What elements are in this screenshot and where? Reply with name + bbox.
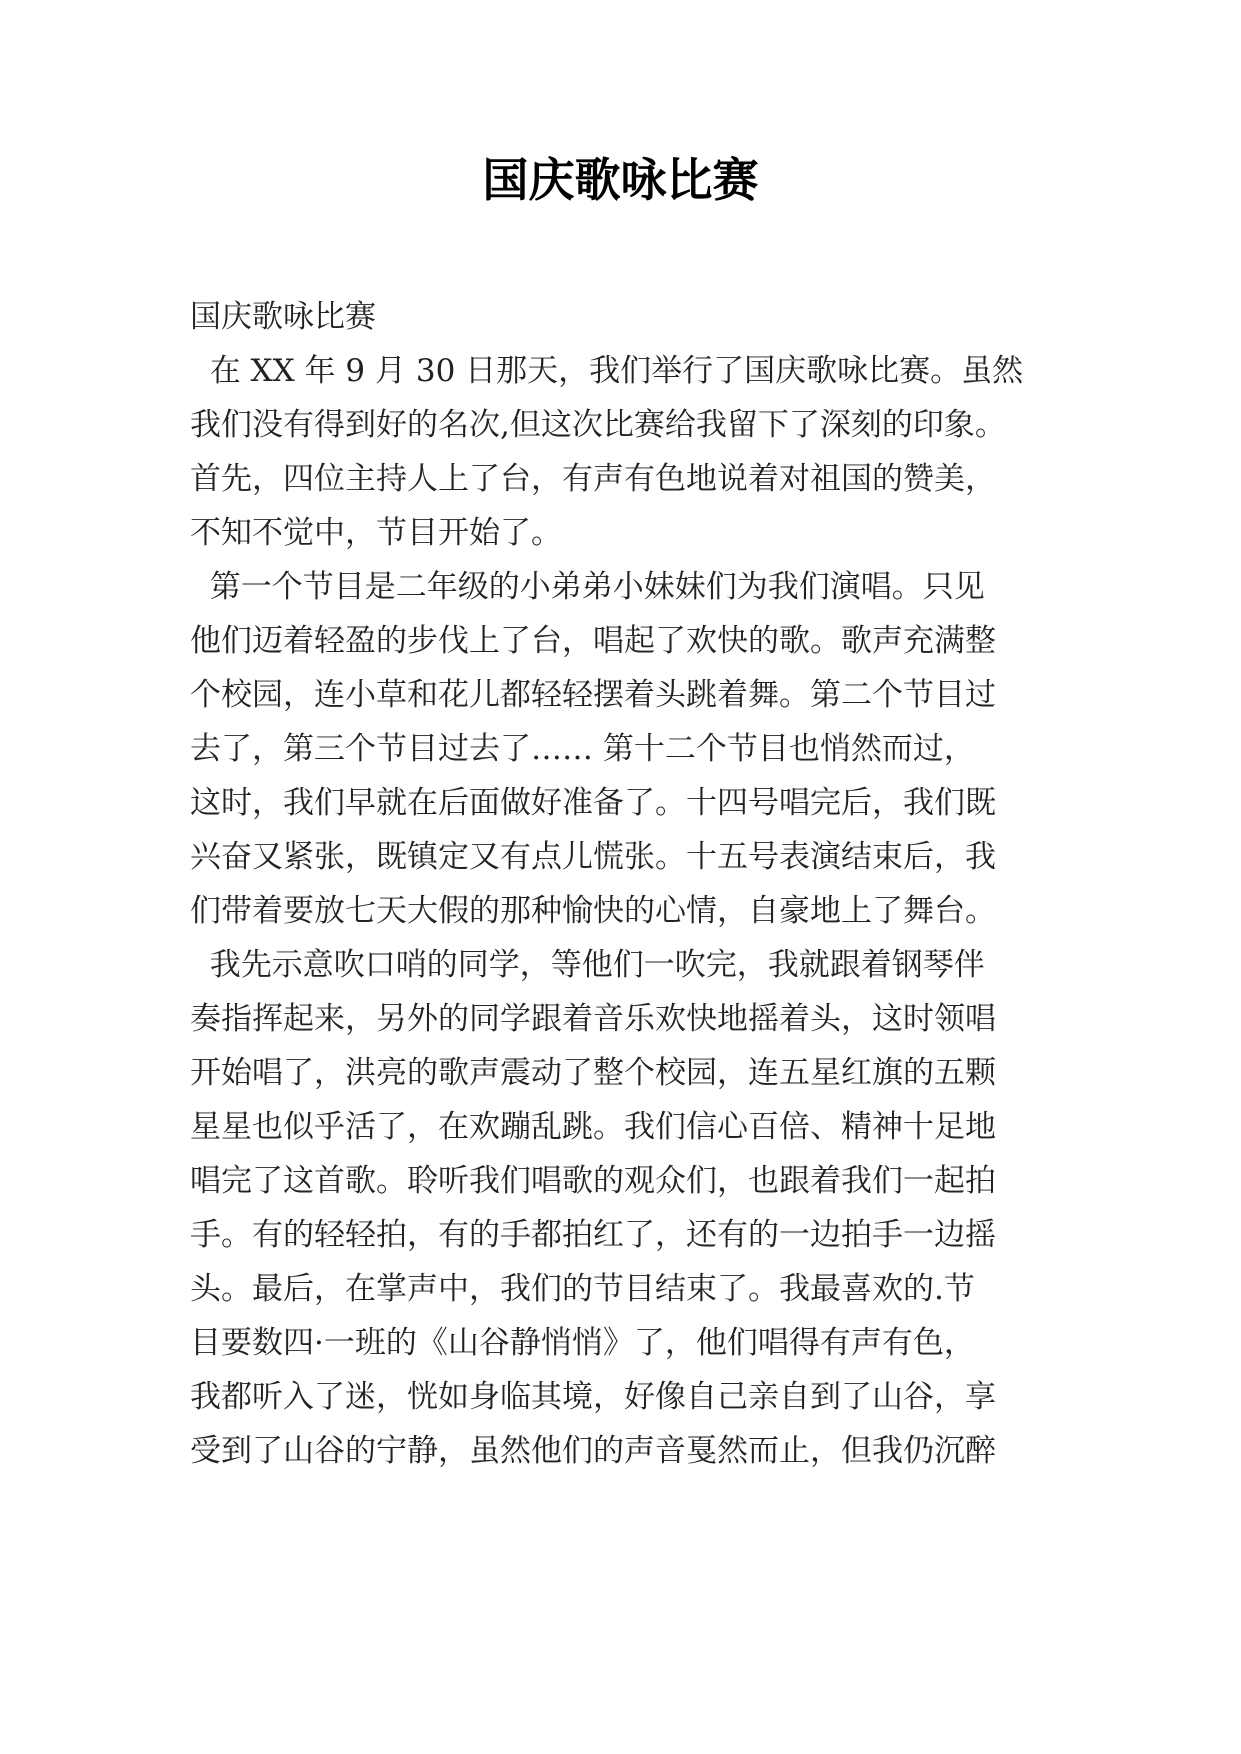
body-line: 开始唱了，洪亮的歌声震动了整个校园，连五星红旗的五颗	[190, 1055, 996, 1091]
body-line: 去了，第三个节目过去了…… 第十二个节目也悄然而过，	[190, 731, 975, 767]
body-line: 目要数四·一班的《山谷静悄悄》了，他们唱得有声有色，	[190, 1325, 975, 1361]
body-line: 第一个节目是二年级的小弟弟小妹妹们为我们演唱。只见	[190, 569, 985, 605]
body-line: 手。有的轻轻拍，有的手都拍红了，还有的一边拍手一边摇	[190, 1217, 996, 1253]
body-line: 星星也似乎活了，在欢蹦乱跳。我们信心百倍、精神十足地	[190, 1109, 996, 1145]
body-line: 个校园，连小草和花儿都轻轻摆着头跳着舞。第二个节目过	[190, 677, 996, 713]
body-line: 他们迈着轻盈的步伐上了台，唱起了欢快的歌。歌声充满整	[190, 623, 996, 659]
body-line: 们带着要放七天大假的那种愉快的心情，自豪地上了舞台。	[190, 893, 996, 929]
body-line: 受到了山谷的宁静，虽然他们的声音戛然而止，但我仍沉醉	[190, 1433, 996, 1469]
body-line: 唱完了这首歌。聆听我们唱歌的观众们，也跟着我们一起拍	[190, 1163, 996, 1199]
document-body	[190, 290, 1060, 1478]
body-line: 我先示意吹口哨的同学，等他们一吹完，我就跟着钢琴伴	[190, 947, 985, 983]
body-line: 我们没有得到好的名次,但这次比赛给我留下了深刻的印象。	[190, 407, 1006, 443]
body-line: 我都听入了迷，恍如身临其境，好像自己亲自到了山谷，享	[190, 1379, 996, 1415]
body-line: 在 XX 年 9 月 30 日那天，我们举行了国庆歌咏比赛。虽然	[190, 353, 1024, 389]
body-line: 兴奋又紧张，既镇定又有点儿慌张。十五号表演结束后，我	[190, 839, 996, 875]
document-title: 国庆歌咏比赛	[482, 153, 759, 207]
body-line: 奏指挥起来，另外的同学跟着音乐欢快地摇着头，这时领唱	[190, 1001, 996, 1037]
body-line: 首先，四位主持人上了台，有声有色地说着对祖国的赞美，	[190, 461, 996, 497]
body-line: 国庆歌咏比赛	[190, 299, 376, 335]
body-line: 不知不觉中，节目开始了。	[190, 515, 562, 551]
body-line: 这时，我们早就在后面做好准备了。十四号唱完后，我们既	[190, 785, 996, 821]
body-line: 头。最后，在掌声中，我们的节目结束了。我最喜欢的.节	[190, 1271, 975, 1307]
